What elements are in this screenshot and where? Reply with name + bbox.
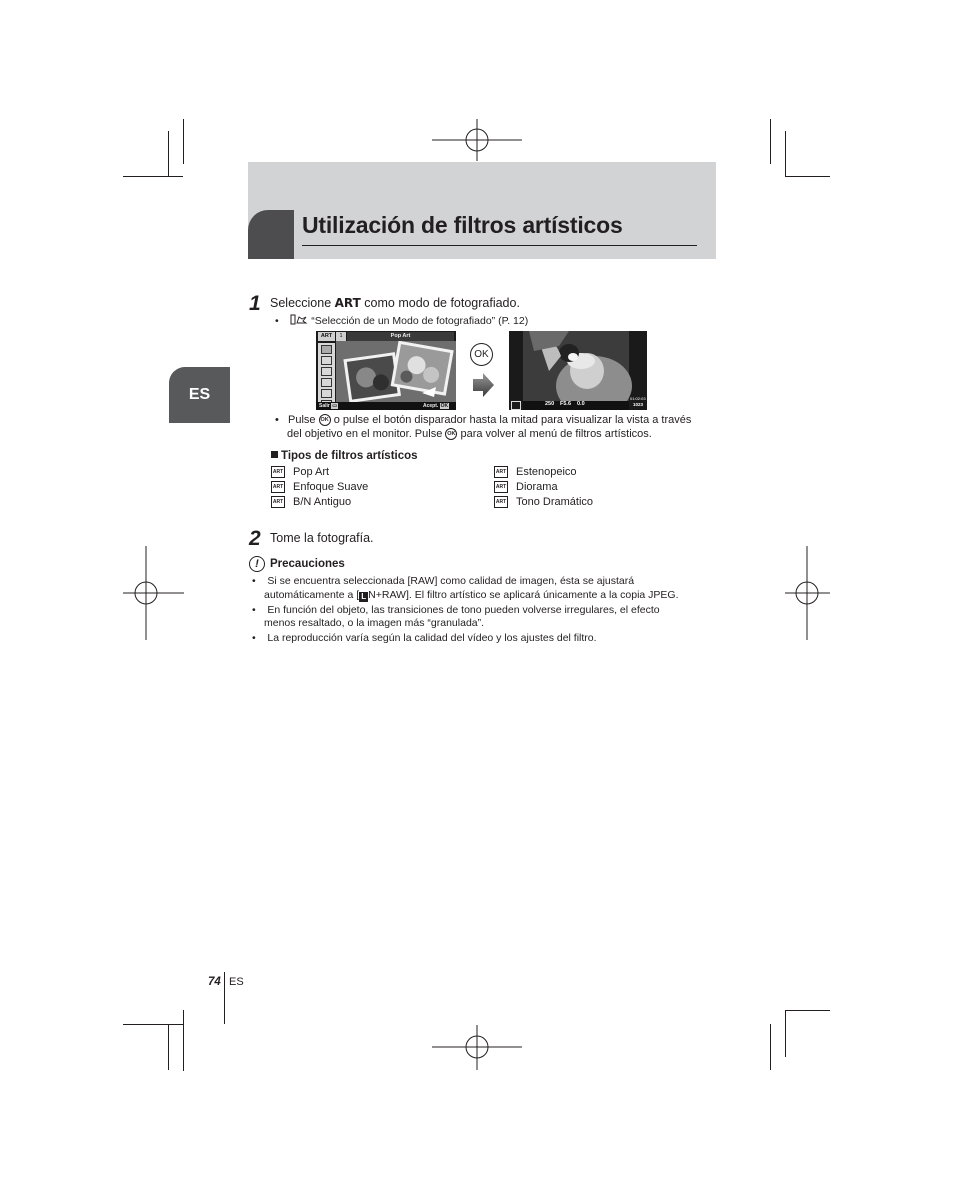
caution-item-cont: automáticamente a [ L N+RAW]. El filtro artístico se aplicará únicamente a la copia JPEG. (264, 589, 679, 601)
filter-item: B/N Antiguo (293, 496, 352, 508)
screen2-ev: 0.0 (577, 401, 585, 407)
screen1-num: 1 (336, 332, 346, 341)
art-filter-icon: ART (494, 466, 508, 478)
large-quality-icon: L (359, 592, 368, 602)
reference-icon (290, 314, 308, 324)
footer-divider (224, 972, 225, 1024)
art-menu-screen (316, 331, 456, 410)
filters-heading: Tipos de filtros artísticos (271, 450, 418, 462)
step-2-text: Tome la fotografía. (270, 531, 374, 545)
page-number: 74 (208, 976, 221, 988)
step-1-text: Seleccione ART como modo de fotografiado. (270, 296, 520, 310)
screen1-photos (336, 341, 456, 403)
arrow-right-icon (471, 372, 495, 398)
cautions-heading: Precauciones (270, 558, 345, 570)
caution-item-cont: menos resaltado, o la imagen más “granulada”. (264, 617, 485, 629)
screen2-aperture: F5.6 (560, 401, 572, 407)
filter-item: Tono Dramático (516, 496, 594, 508)
reference-line: • “Selección de un Modo de fotografiado” (P. 12) (275, 315, 529, 327)
filter-item: Pop Art (293, 466, 330, 478)
header-tab (248, 210, 294, 259)
filter-item: Enfoque Suave (293, 481, 369, 493)
art-filter-icon: ART (271, 481, 285, 493)
screen1-filter-name: Pop Art (347, 332, 454, 341)
screen2-mode-icon (511, 401, 521, 410)
live-view-photo (509, 331, 647, 410)
screen2-date: 01:02:03 (630, 396, 646, 401)
screen2-count: 1023 (633, 402, 644, 407)
ok-button-icon: OK (470, 343, 493, 366)
ok-button-icon: OK (319, 414, 331, 426)
caution-item: • Si se encuentra seleccionada [RAW] como calidad de imagen, ésta se ajustará (252, 575, 635, 587)
screen1-accept: Acept. OK (423, 403, 449, 409)
art-filter-icon: ART (494, 496, 508, 508)
filter-item: Diorama (516, 481, 558, 493)
screen2-shutter: 250 (545, 401, 555, 407)
square-bullet-icon (271, 451, 278, 458)
art-label: ART (334, 296, 361, 310)
screen1-mode: ART (318, 332, 335, 341)
footer-language: ES (229, 976, 244, 988)
caution-icon: ! (249, 556, 265, 572)
filter-item: Estenopeico (516, 466, 577, 478)
art-filter-icon: ART (271, 466, 285, 478)
step-2-number: 2 (249, 527, 261, 550)
screen1-icon-column (318, 343, 335, 403)
screen1-exit: Salir ▭ (319, 403, 337, 409)
title-rule (302, 245, 697, 246)
step-1-number: 1 (249, 292, 261, 315)
caution-item: • En función del objeto, las transiciones de tono pueden volverse irregulares, el efecto (252, 604, 660, 616)
page-title: Utilización de filtros artísticos (302, 212, 623, 238)
live-view-screen (509, 331, 647, 410)
language-tab: ES (169, 367, 230, 423)
instruction-line-2: del objetivo en el monitor. Pulse OK para volver al menú de filtros artísticos. (287, 428, 652, 440)
art-filter-icon: ART (494, 481, 508, 493)
caution-item: • La reproducción varía según la calidad del vídeo y los ajustes del filtro. (252, 632, 597, 644)
art-filter-icon: ART (271, 496, 285, 508)
instruction-line-1: • Pulse OK o pulse el botón disparador hasta la mitad para visualizar la vista a través (275, 414, 692, 426)
ok-button-icon: OK (445, 428, 457, 440)
